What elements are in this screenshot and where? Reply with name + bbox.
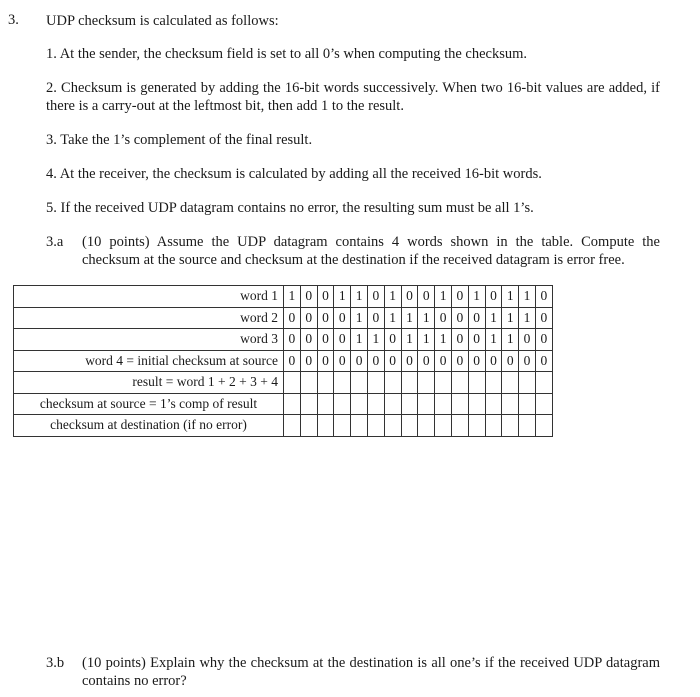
checksum-table: [13, 285, 553, 437]
bit-cell[interactable]: [351, 372, 368, 394]
bit-cell[interactable]: [502, 415, 519, 437]
bit-cell[interactable]: [451, 393, 468, 415]
bit-cell: 0: [317, 307, 334, 329]
bit-cell: 1: [435, 329, 452, 351]
step-5: 5. If the received UDP datagram contains no error, the resulting sum must be all 1’s.: [46, 200, 534, 216]
bit-cell: 0: [351, 350, 368, 372]
bit-cell: 1: [384, 286, 401, 308]
bit-cell: 0: [418, 286, 435, 308]
bit-cell[interactable]: [418, 393, 435, 415]
bit-cell[interactable]: [535, 415, 552, 437]
bit-cell[interactable]: [418, 415, 435, 437]
bit-cell: 0: [317, 350, 334, 372]
bit-cell[interactable]: [519, 415, 536, 437]
bit-cell[interactable]: [451, 415, 468, 437]
step-1: 1. At the sender, the checksum field is set to all 0’s when computing the checksum.: [46, 46, 528, 62]
part-b-text: (10 points) Explain why the checksum at the destination is all one’s if the received UDP datagram contains no error?: [82, 655, 660, 689]
bit-cell[interactable]: [351, 415, 368, 437]
table-row: [14, 372, 553, 394]
bit-cell[interactable]: [384, 372, 401, 394]
bit-cell[interactable]: [351, 393, 368, 415]
question-number: 3.: [8, 12, 19, 28]
bit-cell[interactable]: [468, 415, 485, 437]
bit-cell[interactable]: [502, 372, 519, 394]
bit-cell: 1: [502, 307, 519, 329]
bit-cell[interactable]: [367, 393, 384, 415]
bit-cell[interactable]: [519, 393, 536, 415]
row-label: word 1: [14, 286, 284, 308]
bit-cell: 0: [401, 286, 418, 308]
bit-cell: 0: [300, 350, 317, 372]
table-row: [14, 307, 553, 329]
bit-cell[interactable]: [317, 393, 334, 415]
bit-cell[interactable]: [485, 393, 502, 415]
bit-cell: 0: [451, 350, 468, 372]
bit-cell: 0: [451, 329, 468, 351]
bit-cell: 1: [418, 307, 435, 329]
bit-cell[interactable]: [334, 372, 351, 394]
bit-cell: 1: [519, 307, 536, 329]
step-3: 3. Take the 1’s complement of the final result.: [46, 132, 313, 148]
bit-cell: 0: [468, 329, 485, 351]
bit-cell[interactable]: [535, 393, 552, 415]
bit-cell: 0: [300, 329, 317, 351]
bit-cell[interactable]: [284, 415, 301, 437]
row-label: checksum at destination (if no error): [14, 415, 284, 437]
row-label: word 2: [14, 307, 284, 329]
bit-cell: 0: [535, 350, 552, 372]
bit-cell[interactable]: [384, 393, 401, 415]
bit-cell[interactable]: [334, 415, 351, 437]
bit-cell: 0: [468, 307, 485, 329]
bit-cell[interactable]: [334, 393, 351, 415]
bit-cell[interactable]: [485, 415, 502, 437]
bit-cell[interactable]: [451, 372, 468, 394]
bit-cell[interactable]: [401, 372, 418, 394]
bit-cell: 0: [384, 329, 401, 351]
bit-cell: 0: [401, 350, 418, 372]
bit-cell: 0: [535, 286, 552, 308]
bit-cell: 1: [401, 307, 418, 329]
part-b-label: 3.b: [46, 655, 65, 671]
bit-cell[interactable]: [418, 372, 435, 394]
bit-cell[interactable]: [367, 415, 384, 437]
bit-cell: 0: [451, 286, 468, 308]
bit-cell: 1: [351, 307, 368, 329]
bit-cell[interactable]: [468, 393, 485, 415]
bit-cell: 0: [334, 329, 351, 351]
bit-cell: 1: [502, 329, 519, 351]
bit-cell: 0: [418, 350, 435, 372]
bit-cell: 0: [535, 329, 552, 351]
bit-cell: 1: [485, 329, 502, 351]
bit-cell: 0: [435, 350, 452, 372]
bit-cell: 1: [519, 286, 536, 308]
bit-cell: 0: [367, 350, 384, 372]
bit-cell: 0: [485, 286, 502, 308]
bit-cell[interactable]: [485, 372, 502, 394]
bit-cell[interactable]: [367, 372, 384, 394]
question-intro: UDP checksum is calculated as follows:: [46, 13, 279, 29]
bit-cell: 1: [284, 286, 301, 308]
bit-cell: 0: [435, 307, 452, 329]
bit-cell[interactable]: [300, 415, 317, 437]
bit-cell[interactable]: [502, 393, 519, 415]
bit-cell: 1: [401, 329, 418, 351]
step-2: 2. Checksum is generated by adding the 16-bit words successively. When two 16-bit values are added, if there is a carry-out at the leftmost bit, then add 1 to the result.: [46, 80, 660, 114]
bit-cell[interactable]: [535, 372, 552, 394]
row-label: checksum at source = 1’s comp of result: [14, 393, 284, 415]
bit-cell: 0: [284, 329, 301, 351]
bit-cell: 0: [384, 350, 401, 372]
bit-cell[interactable]: [435, 415, 452, 437]
row-label: word 3: [14, 329, 284, 351]
bit-cell: 1: [418, 329, 435, 351]
bit-cell[interactable]: [317, 415, 334, 437]
bit-cell: 0: [284, 307, 301, 329]
bit-cell[interactable]: [435, 393, 452, 415]
bit-cell[interactable]: [300, 393, 317, 415]
bit-cell: 0: [284, 350, 301, 372]
bit-cell: 1: [334, 286, 351, 308]
bit-cell: 0: [502, 350, 519, 372]
row-label: word 4 = initial checksum at source: [14, 350, 284, 372]
bit-cell: 0: [334, 307, 351, 329]
bit-cell: 0: [367, 286, 384, 308]
bit-cell: 1: [351, 286, 368, 308]
part-a-label: 3.a: [46, 234, 64, 250]
bit-cell: 1: [435, 286, 452, 308]
bit-cell: 0: [519, 329, 536, 351]
bit-cell: 1: [485, 307, 502, 329]
bit-cell: 0: [300, 286, 317, 308]
bit-cell[interactable]: [317, 372, 334, 394]
bit-cell: 0: [300, 307, 317, 329]
bit-cell[interactable]: [300, 372, 317, 394]
step-4: 4. At the receiver, the checksum is calculated by adding all the received 16-bit words.: [46, 166, 542, 182]
bit-cell[interactable]: [401, 415, 418, 437]
bit-cell: 0: [334, 350, 351, 372]
bit-cell[interactable]: [284, 393, 301, 415]
bit-cell[interactable]: [284, 372, 301, 394]
row-label: result = word 1 + 2 + 3 + 4: [14, 372, 284, 394]
bit-cell[interactable]: [468, 372, 485, 394]
bit-cell[interactable]: [384, 415, 401, 437]
table-row: [14, 329, 553, 351]
bit-cell: 1: [502, 286, 519, 308]
bit-cell: 0: [367, 307, 384, 329]
bit-cell: 0: [451, 307, 468, 329]
bit-cell: 0: [535, 307, 552, 329]
bit-cell: 1: [351, 329, 368, 351]
bit-cell: 1: [384, 307, 401, 329]
table-row: [14, 415, 553, 437]
bit-cell[interactable]: [435, 372, 452, 394]
bit-cell[interactable]: [519, 372, 536, 394]
table-row: [14, 286, 553, 308]
bit-cell: 0: [485, 350, 502, 372]
bit-cell: 1: [367, 329, 384, 351]
bit-cell: 0: [468, 350, 485, 372]
bit-cell: 0: [317, 286, 334, 308]
part-a-text: (10 points) Assume the UDP datagram contains 4 words shown in the table. Compute the checksum at the source and checksum at the destination if the received datagram is error free.: [82, 234, 660, 268]
bit-cell: 1: [468, 286, 485, 308]
bit-cell: 0: [519, 350, 536, 372]
bit-cell: 0: [317, 329, 334, 351]
bit-cell[interactable]: [401, 393, 418, 415]
table-row: [14, 393, 553, 415]
table-row: [14, 350, 553, 372]
